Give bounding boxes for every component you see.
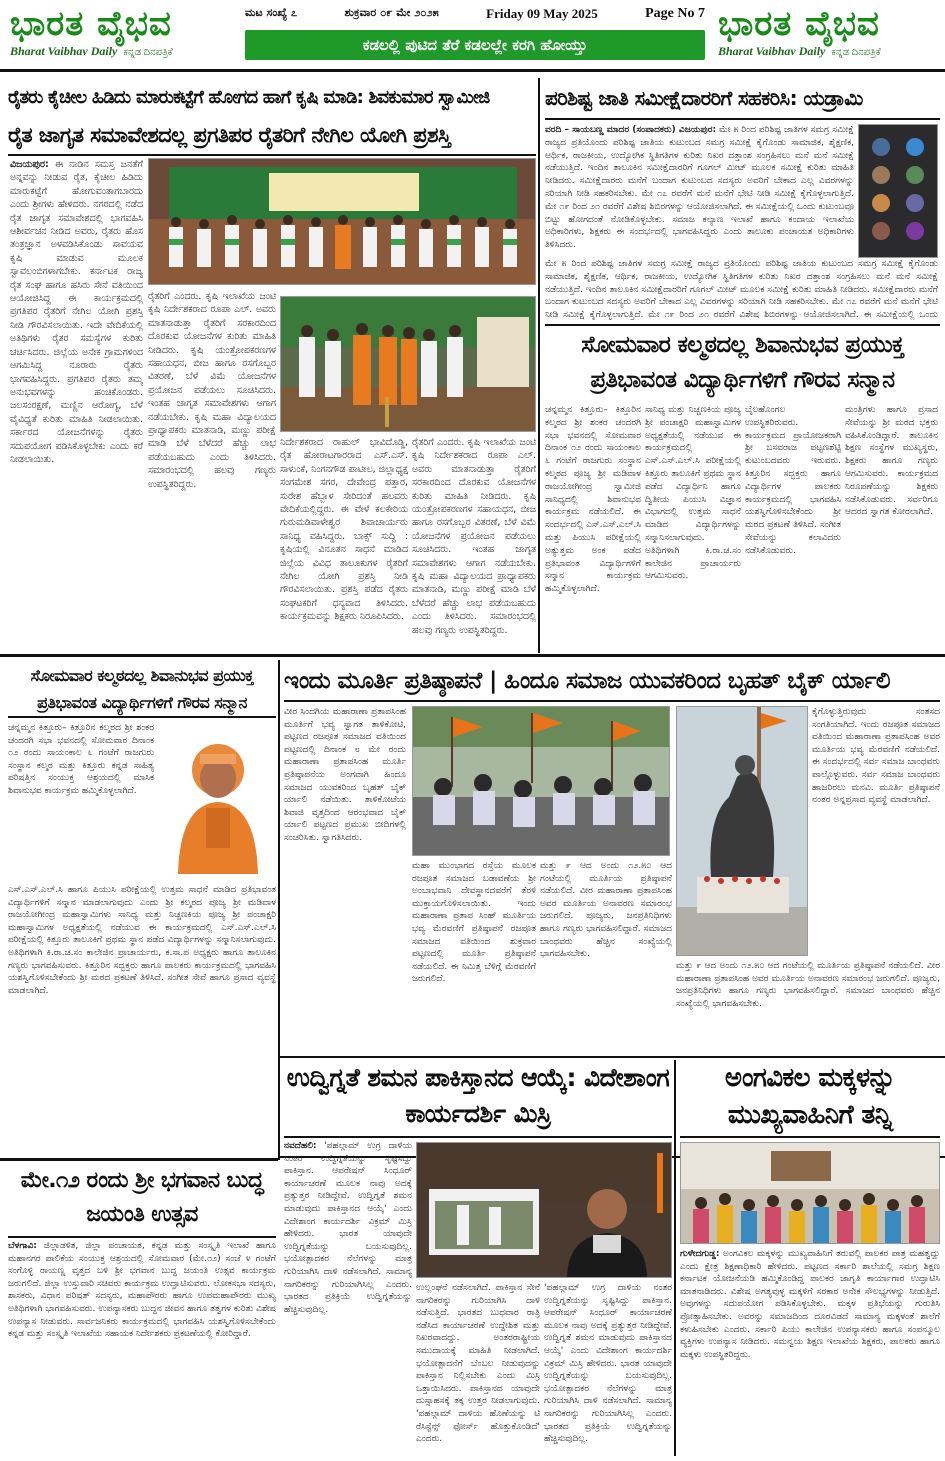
brand-english: Bharat Vaibhav Daily ಕನ್ನಡ ದಿನಪತ್ರಿಕೆ — [10, 44, 173, 58]
video-meeting-screenshot — [858, 124, 938, 258]
somavara-right-col-3: ಬೈಲಹೊಂಗಲ ಉಪಸ್ಥಿತರಿರುವರು. ಕಾರ್ಯಕ್ರಮದ ಪ್ರಾಯೋಜಕರಾಗಿ ಶ್ರೀ ಬಸವರಾಜ ಪಟ್ಟಣಶೆಟ್ಟಿ ಕುಟುಂಬದವರು ಇರುವರು. ಕಿತ್ತೂರಿನ ಸದ್ಭಕ್ತರು ಹಾಗೂ ವಿದ್ಯಾರ್ಥಿಗಳ ಪಾಲಕರು ಕಾರ್ಯಕ್ರಮದಲ್ಲಿ ಭಾಗವಹಿಸಿ ಯಶಸ್ವಿಗೊಳಿಸಬೇಕೆಂದು ಶ್ರೀ ಮಠದ ಪ್ರಕಟಣೆ ತಿಳಿಸಿದೆ. ಸಂಗೀತ ಸೇವೆಯನ್ನು ಕಲಾವಿದರು ನಡೆಸಿಕೊಡುವರು. — [745, 405, 841, 556]
divider — [545, 324, 940, 326]
somavara-right-col-1: ಚನ್ನಮ್ಮನ ಕಿತ್ತೂರು– ಕಿತ್ತೂರಿನ ಕಲ್ಮಠದ ಶ್ರೀ ಶಂಕರ ಚಂದರಗಿ ಸಭಾ ಭವನದಲ್ಲಿ ಸೋಮವಾರ ದಿನಾಂಕ ೧೨ ರಂದು ಸಾಯಂಕಾಲ ೬ ಗಂಟೆಗೆ ರಾಜಗುರು ಸಂಸ್ಥಾನ ಕಲ್ಮಠದ ಪೂಜ್ಯ ಶ್ರೀ ಮಡಿವಾಳ ರಾಜಯೋಗೀಂದ್ರ ಸ್ವಾಮೀಜಿ ಸಾನಿಧ್ಯದಲ್ಲಿ ಶಿವಾನುಭವ ಕಾರ್ಯಕ್ರಮ ನಡೆಯಲಿದೆ. ಈ ಸಂದರ್ಭದಲ್ಲಿ ಎಸ್.ಎಸ್.ಎಲ್.ಸಿ ಮತ್ತು ಪಿಯುಸಿ ಪರೀಕ್ಷೆಯಲ್ಲಿ ಅತ್ಯುತ್ತಮ ಅಂಕ ಪಡೆದ ಪ್ರತಿಭಾವಂತ ವಿದ್ಯಾರ್ಥಿಗಳಿಗೆ ಸನ್ಮಾನ ಕಾರ್ಯಕ್ರಮ ಹಮ್ಮಿಕೊಳ್ಳಲಾಗಿದೆ. — [545, 405, 641, 595]
issue-info-bar — [245, 6, 705, 24]
farmers-col-3a: ನಿರ್ದೇಶಕರಾದ ರಾಹುಲ್ ಭಾವಿದೊಡ್ಡಿ, ರೈತ ಹೋರಾಟಗಾರರಾದ ಎಸ್.ಎಸ್. ಸಾಳುಂಕೆ, ನಿಂಗನಗೌಡ ಪಾಟೀಲ, ಜಿಲ್ಲಾಧ್ಯಕ್ಷ ಸಂಗಮೇಶ ಸಗರ, ದೇವೇಂದ್ರ ಪತ್ತಾರ, ಸುರೇಶ ಹೆಬ್ಬಾಳ ಸೇರಿದಂತೆ ಹಲವರು ವೇದಿಕೆಯಲ್ಲಿದ್ದರು. ಈ ವೇಳೆ ಕಲಕೇರಿಯ ಗುರುಮಡಿವಾಳೇಶ್ವರ ಶಿವಾಚಾರ್ಯರು ಸಾನಿಧ್ಯ ವಹಿಸಿದ್ದರು. ಬಾಕ್ಸ್ ಸುದ್ದಿ : ಕೃಷಿಯಲ್ಲಿ ವಿನೂತನ ಸಾಧನೆ ಮಾಡಿದ ಜಿಲ್ಲೆಯ ವಿವಿಧ ತಾಲೂಕುಗಳ ರೈತರಿಗೆ ನೇಗಿಲ ಯೋಗಿ ಪ್ರಶಸ್ತಿ ನೀಡಿ ಗೌರವಿಸಲಾಯಿತು. ಪ್ರಶಸ್ತಿ ಪಡೆದ ರೈತರು ಸಂಘಟಕರಿಗೆ ಧನ್ಯವಾದ ತಿಳಿಸಿದರು. ಕಾರ್ಯಕ್ರಮವನ್ನು ಶಿಕ್ಷಕರು ನಿರೂಪಿಸಿದರು. — [280, 437, 408, 623]
date-english: Friday 09 May 2025 — [486, 6, 598, 21]
brand-english: Bharat Vaibhav Daily ಕನ್ನಡ ದಿನಪತ್ರಿಕೆ — [718, 44, 881, 58]
divider — [8, 154, 536, 156]
pakistan-headline: ಉದ್ವಿಗ್ನತೆ ಶಮನ ಪಾಕಿಸ್ತಾನದ ಆಯ್ಕೆ: ವಿದೇಶಾಂಗ ಕಾರ್ಯದರ್ಶಿ ಮಿಸ್ರಿ — [286, 1063, 670, 1128]
farmers-headline-1: ರೈತರು ಕೈಚೀಲ ಹಿಡಿದು ಮಾರುಕಟ್ಟೆಗೆ ಹೋಗದ ಹಾಗೆ ಕೃಷಿ ಮಾಡಿ: ಶಿವಕುಮಾರ ಸ್ವಾಮೀಜಿ — [8, 87, 490, 108]
page-number: Page No 7 — [645, 6, 705, 21]
farmers-headline-2: ರೈತ ಜಾಗೃತ ಸಮಾವೇಶದಲ್ಲ ಪ್ರಗತಿಪರ ರೈತರಿಗೆ ನೇಗಿಲ ಯೋಗಿ ಪ್ರಶಸ್ತಿ — [8, 123, 451, 147]
date-kannada: ಶುಕ್ರವಾರ ೦೯ ಮೇ ೨೦೨೫ — [344, 6, 439, 19]
divider — [545, 118, 940, 120]
brand-name: ಭಾರತ ವೈಭವ — [718, 4, 880, 44]
brand-left — [10, 4, 225, 68]
column-divider — [674, 1060, 676, 1456]
disabled-headline: ಅಂಗವಿಕಲ ಮಕ್ಕಳನ್ನು ಮುಖ್ಯವಾಹಿನಿಗೆ ತನ್ನಿ — [724, 1063, 896, 1130]
buddha-body: ಬೆಳಗಾವಿ: ಜಿಲ್ಲಾಡಳಿತ, ಜಿಲ್ಲಾ ಪಂಚಾಯತ, ಕನ್ನಡ ಮತ್ತು ಸಂಸ್ಕೃತಿ ಇಲಾಖೆ ಹಾಗೂ ಮಹಾನಗರ ಪಾಲಿಕೆಯ ಸಂಯುಕ್ತ ಆಶ್ರಯದಲ್ಲಿ ಸೋಮವಾರ (ಮೇ.೧೨) ಸಂಜೆ ೪ ಗಂಟೆಗೆ ಸಂಗೊಳ್ಳಿ ರಾಯಣ್ಣ ವೃತ್ತದ ಬಳಿ ಶ್ರೀ ಭಗವಾನ ಬುದ್ಧ ಜಯಂತಿ ಉತ್ಸವ ಕಾರ್ಯಕ್ರಮ ಜರುಗಲಿದೆ. ಜಿಲ್ಲಾ ಉಸ್ತುವಾರಿ ಸಚಿವರು ಕಾರ್ಯಕ್ರಮ ಉದ್ಘಾಟಿಸುವರು. ಲೋಕಸಭಾ ಸದಸ್ಯರು, ಶಾಸಕರು, ವಿಧಾನ ಪರಿಷತ್ ಸದಸ್ಯರು, ಮಹಾಪೌರರು ಹಾಗೂ ಉಪಮಹಾಪೌರರು ಮುಖ್ಯ ಅತಿಥಿಗಳಾಗಿ ಭಾಗವಹಿಸುವರು. ಉಪನ್ಯಾಸಕರು ಬುದ್ಧನ ಜೀವನ ಹಾಗೂ ತತ್ವಗಳ ಕುರಿತು ವಿಶೇಷ ಉಪನ್ಯಾಸ ನೀಡುವರು. ಸಾರ್ವಜನಿಕರು ಕಾರ್ಯಕ್ರಮದಲ್ಲಿ ಭಾಗವಹಿಸಿ ಯಶಸ್ವಿಗೊಳಿಸಬೇಕೆಂದು ಕನ್ನಡ ಮತ್ತು ಸಂಸ್ಕೃತಿ ಇಲಾಖೆಯ ಸಹಾಯಕ ನಿರ್ದೇಶಕರು ಪ್ರಕಟಣೆಯಲ್ಲಿ ಕೋರಿದ್ದಾರೆ. — [8, 1241, 276, 1340]
census-body-bottom: ಮೇ ೫ ರಿಂದ ಪರಿಶಿಷ್ಟ ಜಾತಿಗಳ ಸಮಗ್ರ ಸಮೀಕ್ಷೆ ರಾಜ್ಯದ ಪ್ರತಿಯೊಂದು ಪರಿಶಿಷ್ಟ ಜಾತಿಯ ಕುಟುಂಬದ ಸಮಗ್ರ ಸಮೀಕ್ಷೆ ಕೈಗೊಂಡು ಸಾಮಾಜಿಕ, ಶೈಕ್ಷಣಿಕ, ಆರ್ಥಿಕ, ರಾಜಕೀಯ, ಉದ್ಯೋಗಿಕ ಸ್ಥಿತಿಗತಿಗಳ ಕುರಿತು ನಿಖರ ದತ್ತಾಂಶ ಸಂಗ್ರಹಿಸಲು ಮನೆ ಮನೆ ಸಮೀಕ್ಷೆ ನಡೆಯುತ್ತಿದೆ. ಇಂದಿನ ತಾಲೂಕಿನ ಸಮೀಕ್ಷೆದಾರರಿಗೆ ಗೂಗಲ್ ಮೀಟ್ ಮೂಲಕ ಸಮೀಕ್ಷೆ ಕುರಿತು ಮಾಹಿತಿ ನೀಡಿದರು. ಸಮೀಕ್ಷೆದಾರರು ಮನೆಗೆ ಬಂದಾಗ ಕುಟುಂಬದ ಸದಸ್ಯರು ಅವರಿಗೆ ಬೇಕಾದ ಎಲ್ಲ ವಿವರಗಳನ್ನು ಸರಿಯಾಗಿ ನೀಡಿ ಸಹಕರಿಸಬೇಕು. ಮೇ ೧೭ ರವರೆಗೆ ಮನೆ ಮನೆಗೆ ಭೇಟಿ ನೀಡಿ ಸಮೀಕ್ಷೆ ಕೈಗೊಳ್ಳಲಾಗುತ್ತಿದೆ. ಮೇ ೧೯ ರಿಂದ ೨೧ ರವರೆಗೆ ವಿಶೇಷ ಶಿಬಿರಗಳನ್ನು ಆಯೋಜಿಸಲಾಗಿದೆ. ಈ ಸಮೀಕ್ಷೆಯಲ್ಲಿ ಒಂದು — [545, 259, 938, 321]
somavara-right-col-2: ಸಾನಿಧ್ಯ ಮತ್ತು ನಿಚ್ಚಣಕಿಯ ಪೂಜ್ಯ ಶ್ರೀ ಪಂಚಾಕ್ಷರಿ ಮಹಾಸ್ವಾಮಿಗಳ ಅಧ್ಯಕ್ಷತೆಯಲ್ಲಿ ನಡೆಯುವ ಈ ಕಾರ್ಯಕ್ರಮದಲ್ಲಿ ಎಸ್.ಎಸ್.ಎಲ್.ಸಿ ಪರೀಕ್ಷೆಯಲ್ಲಿ ಕಿತ್ತೂರು ತಾಲೂಕಿಗೆ ಪ್ರಥಮ ಸ್ಥಾನ ಪಡೆದ ವಿದ್ಯಾರ್ಥಿನಿ ಹಾಗೂ ದ್ವಿತೀಯ ಪಿಯುಸಿ ವಿಜ್ಞಾನ ವಿಭಾಗದಲ್ಲಿ ಉತ್ತಮ ಸಾಧನೆ ಮಾಡಿದ ವಿದ್ಯಾರ್ಥಿಗಳನ್ನು ಸನ್ಮಾನಿಸಲಾಗುವುದು. ಅತಿಥಿಗಳಾಗಿ ಕಿ.ರಾ.ಚ.ಸಂ ಕಾಲೇಜಿನ ಪ್ರಾಚಾರ್ಯರು ಆಗಮಿಸುವರು. — [645, 405, 741, 582]
brand-right — [718, 4, 933, 68]
rally-col-4a: ಕೈಗೊಳ್ಳುತ್ತಿರುವುದು ಸಂತಸದ ಸಂಗತಿಯಾಗಿದೆ. ಇಂದು ರಜಪೂತ ಸಮಾಜದ ವತಿಯಿಂದ ಮಹಾರಾಣಾ ಪ್ರತಾಪಸಿಂಹ ಅವರ ಮೂರ್ತಿಯ ಭವ್ಯ ಮೆರವಣಿಗೆ ನಡೆಯಲಿದೆ. ಈ ಸಂದರ್ಭದಲ್ಲಿ ಸರ್ವ ಸಮಾಜ ಬಾಂಧವರು ಪಾಲ್ಗೊಳ್ಳುವರು. ಸರ್ವ ಸಮಾಜ ಬಾಂಧವರು ಹಾಜರಿರಲು ಮನವಿ. ಮೂರ್ತಿ ಪ್ರತಿಷ್ಠಾಪನೆ ನಂತರ ಅನ್ನಪ್ರಸಾದ ವ್ಯವಸ್ಥೆ ಮಾಡಲಾಗಿದೆ. — [812, 707, 940, 806]
disabled-body: ಗುಳೇದಗುಡ್ಡ: ಅಂಗವಿಕಲ ಮಕ್ಕಳನ್ನು ಮುಖ್ಯವಾಹಿನಿಗೆ ತರುವಲ್ಲಿ ಪಾಲಕರ ಪಾತ್ರ ಮಹತ್ವದ್ದು ಎಂದು ಕ್ಷೇತ್ರ ಶಿಕ್ಷಣಾಧಿಕಾರಿ ಹೇಳಿದರು. ಪಟ್ಟಣದ ಸರ್ಕಾರಿ ಶಾಲೆಯಲ್ಲಿ ಸಮಗ್ರ ಶಿಕ್ಷಣ ಕರ್ನಾಟಕ ಯೋಜನೆಯಡಿ ಹಮ್ಮಿಕೊಂಡಿದ್ದ ಪಾಲಕರ ಜಾಗೃತಿ ಕಾರ್ಯಾಗಾರ ಉದ್ಘಾಟಿಸಿ ಮಾತನಾಡಿದರು. ವಿಶೇಷ ಅಗತ್ಯವುಳ್ಳ ಮಕ್ಕಳಿಗೆ ಸರಕಾರ ಅನೇಕ ಸೌಲಭ್ಯಗಳನ್ನು ನೀಡುತ್ತಿದೆ. ಅವುಗಳನ್ನು ಸದುಪಯೋಗ ಪಡಿಸಿಕೊಳ್ಳಬೇಕು. ಮಕ್ಕಳ ಪ್ರತಿಭೆಯನ್ನು ಗುರುತಿಸಿ ಪ್ರೋತ್ಸಾಹಿಸಬೇಕು. ಅವರನ್ನು ಸಮಾಜದಿಂದ ದೂರವಿಡದೆ ಸಾಮಾನ್ಯ ಮಕ್ಕಳಂತೆ ಶಾಲೆಗೆ ಕಳುಹಿಸಬೇಕು ಎಂದರು. ಸರ್ಕಾರಿ ಪಿಯು ಕಾಲೇಜಿನ ಉಪನ್ಯಾಸಕರು ಹಾಗೂ ಸಂಪನ್ಮೂಲ ವ್ಯಕ್ತಿಗಳು ಉಪನ್ಯಾಸ ನೀಡಿದರು. ಸಮನ್ವಯ ಶಿಕ್ಷಣ ಇಲಾಖೆಯ ಶಿಕ್ಷಕರು, ಪಾಲಕರು ಹಾಗೂ ಮಕ್ಕಳು ಉಪಸ್ಥಿತರಿದ್ದರು. — [680, 1249, 940, 1360]
somavara-left-body-2: ಎಸ್.ಎಸ್.ಎಲ್.ಸಿ ಹಾಗೂ ಪಿಯುಸಿ ಪರೀಕ್ಷೆಯಲ್ಲಿ ಉತ್ತಮ ಸಾಧನೆ ಮಾಡಿದ ಪ್ರತಿಭಾವಂತ ವಿದ್ಯಾರ್ಥಿಗಳಿಗೆ ಸನ್ಮಾನ ಮಾಡಲಾಗುವುದು ಎಂದು ಶ್ರೀ ಕಲ್ಮಠದ ಪೂಜ್ಯ ಶ್ರೀ ಮಡಿವಾಳ ರಾಜಯೋಗೀಂದ್ರ ಮಹಾಸ್ವಾಮಿಗಳು ಸಾನಿಧ್ಯ ಮತ್ತು ನಿಚ್ಚಣಕಿಯ ಪೂಜ್ಯ ಶ್ರೀ ಪಂಚಾಕ್ಷರಿ ಮಹಾಸ್ವಾಮಿಗಳ ಅಧ್ಯಕ್ಷತೆಯಲ್ಲಿ ನಡೆಯುವ ಈ ಕಾರ್ಯಕ್ರಮದಲ್ಲಿ ಎಸ್.ಎಸ್.ಎಲ್.ಸಿ ಪರೀಕ್ಷೆಯಲ್ಲಿ ಕಿತ್ತೂರು ತಾಲೂಕಿಗೆ ಪ್ರಥಮ ಸ್ಥಾನ ಪಡೆದ ವಿದ್ಯಾರ್ಥಿಗಳನ್ನು ಸನ್ಮಾನಿಸಲಾಗುವುದು. ಅತಿಥಿಗಳಾಗಿ ಕಿ.ರಾ.ಚ.ಸಂ ಕಾಲೇಜಿನ ಪ್ರಾಚಾರ್ಯರು, ಕ.ಸಾ.ಪ ಅಧ್ಯಕ್ಷರು ಹಾಗೂ ತಾಲೂಕಿನ ಗಣ್ಯರು ಭಾಗವಹಿಸುವರು. ಕಿತ್ತೂರಿನ ಸದ್ಭಕ್ತರು ಹಾಗೂ ಪಾಲಕರು ಕಾರ್ಯಕ್ರಮದಲ್ಲಿ ಭಾಗವಹಿಸಿ ಯಶಸ್ವಿಗೊಳಿಸಬೇಕೆಂದು ಶ್ರೀ ಮಠದ ಪ್ರಕಟಣೆ ತಿಳಿಸಿದೆ. ಸಂಗೀತ ಸೇವೆ ಹಾಗೂ ಪ್ರಸಾದ ವ್ಯವಸ್ಥೆ ಮಾಡಲಾಗಿದೆ. — [8, 885, 276, 996]
somavara-left-body-1: ಚನ್ನಮ್ಮನ ಕಿತ್ತೂರು– ಕಿತ್ತೂರಿನ ಕಲ್ಮಠದ ಶ್ರೀ ಶಂಕರ ಚಂದರಗಿ ಸಭಾ ಭವನದಲ್ಲಿ ಸೋಮವಾರ ದಿನಾಂಕ ೧೨ ರಂದು ಸಾಯಂಕಾಲ ೬ ಗಂಟೆಗೆ ರಾಜಗುರು ಸಂಸ್ಥಾನ ಕಲ್ಮಠ ಮತ್ತು ಕಿತ್ತೂರು ಕನ್ನಡ ಸಾಹಿತ್ಯ ಪರಿಷತ್ತಿನ ಸಂಯುಕ್ತ ಆಶ್ರಯದಲ್ಲಿ ಮಾಸಿಕ ಶಿವಾನುಭವ ಕಾರ್ಯಕ್ರಮ ಹಮ್ಮಿಕೊಳ್ಳಲಾಗಿದೆ. — [8, 723, 154, 796]
masthead — [0, 0, 945, 72]
census-headline: ಪರಿಶಿಷ್ಟ ಜಾತಿ ಸಮೀಕ್ಷೆದಾರರಿಗೆ ಸಹಕರಿಸಿ: ಯಡ್ರಾಮಿ — [545, 86, 863, 110]
rally-col-1: ವೀರ ಸಿಂದಗಿಯ ಮಹಾರಾಣಾ ಪ್ರತಾಪಸಿಂಹ ಮೂರ್ತಿಗೆ ಭವ್ಯ ಸ್ವಾಗತ ತಾಳಿಕೋಟಿ, ಪಟ್ಟಣದ ರಜಪೂತ ಸಮಾಜದ ವತಿಯಿಂದ ಪಟ್ಟಣದಲ್ಲಿ ದಿನಾಂಕ ೮ ಮೇ ರಂದು ಮಹಾರಾಣಾ ಪ್ರತಾಪಸಿಂಹ ಮೂರ್ತಿ ಪ್ರತಿಷ್ಠಾಪನೆಯ ಅಂಗವಾಗಿ ಹಿಂದೂ ಸಮಾಜದ ಯುವಕರಿಂದ ಬೃಹತ್ ಬೈಕ್ ರ್ಯಾಲಿ ನಡೆಯಿತು. ತಾಳಿಕೋಟೆಯ ಶಿವಾಜಿ ವೃತ್ತದಿಂದ ಆರಂಭವಾದ ಬೈಕ್ ರ್ಯಾಲಿ ಪಟ್ಟಣದ ಪ್ರಮುಖ ಬೀದಿಗಳಲ್ಲಿ ಸಂಚರಿಸಿತು. ಸ್ವಾಗತಿಸಿದರು. — [284, 707, 406, 843]
pakistan-col-1: ನವದೆಹಲಿ: 'ಪಹಲ್ಗಾಮ್ ಉಗ್ರ ದಾಳಿಯ ನಂತರ ಉದ್ವಿಗ್ನತೆಯನ್ನು ಸೃಷ್ಟಿಸಿದ್ದು ಪಾಕಿಸ್ತಾನ. ಆಪರೇಷನ್ ಸಿಂಧೂರ್ ಕಾರ್ಯಾಚರಣೆ ಮೂಲಕ ನಾವು ಅದಕ್ಕೆ ಪ್ರತ್ಯುತ್ತರ ನೀಡಿದ್ದೇವೆ. ಉದ್ವಿಗ್ನತೆ ಶಮನ ಮಾಡುವುದು ಪಾಕಿಸ್ತಾನದ ಆಯ್ಕೆ' ಎಂದು ವಿದೇಶಾಂಗ ಕಾರ್ಯದರ್ಶಿ ವಿಕ್ರಮ್ ಮಿಸ್ರಿ ಹೇಳಿದರು. ಭಾರತ ಯಾವುದೇ ಉದ್ವಿಗ್ನತೆಯನ್ನು ಬಯಸುವುದಿಲ್ಲ. ಭಯೋತ್ಪಾದಕರ ನೆಲೆಗಳನ್ನು ಮಾತ್ರ ಗುರಿಯಾಗಿಸಿ ದಾಳಿ ನಡೆಸಲಾಗಿದೆ. ಸಾಮಾನ್ಯ ನಾಗರಿಕರನ್ನು ಗುರಿಯಾಗಿಸಿಲ್ಲ ಎಂದರು. ಭಾರತದ ಪ್ರತಿಕ್ರಿಯೆ ಉದ್ವಿಗ್ನತೆಯನ್ನು ಹೆಚ್ಚಿಸುವುದಿಲ್ಲ. — [284, 1141, 412, 1315]
rally-headline: ಇಂದು ಮೂರ್ತಿ ಪ್ರತಿಷ್ಠಾಪನೆ | ಹಿಂದೂ ಸಮಾಜ ಯುವಕರಿಂದ ಬೃಹತ್ ಬೈಕ್ ರ್ಯಾಲಿ — [284, 668, 890, 694]
somavara-left-headline: ಸೋಮವಾರ ಕಲ್ಮಠದಲ್ಲ ಶಿವಾನುಭವ ಪ್ರಯುಕ್ತ ಪ್ರತಿಭಾವಂತ ವಿದ್ಯಾರ್ಥಿಗಳಿಗೆ ಗೌರವ ಸನ್ಮಾನ — [8, 662, 276, 718]
pakistan-col-3: 'ಪಹಲ್ಗಾಮ್ ಉಗ್ರ ದಾಳಿಯ ನಂತರ ಉದ್ವಿಗ್ನತೆಯನ್ನು ಸೃಷ್ಟಿಸಿದ್ದು ಪಾಕಿಸ್ತಾನ. ಆಪರೇಷನ್ ಸಿಂಧೂರ್ ಕಾರ್ಯಾಚರಣೆ ಮೂಲಕ ನಾವು ಅದಕ್ಕೆ ಪ್ರತ್ಯುತ್ತರ ನೀಡಿದ್ದೇವೆ. ಉದ್ವಿಗ್ನತೆ ಶಮನ ಮಾಡುವುದು ಪಾಕಿಸ್ತಾನದ ಆಯ್ಕೆ' ಎಂದು ವಿದೇಶಾಂಗ ಕಾರ್ಯದರ್ಶಿ ವಿಕ್ರಮ್ ಮಿಸ್ರಿ ಹೇಳಿದರು. ಭಾರತ ಯಾವುದೇ ಉದ್ವಿಗ್ನತೆಯನ್ನು ಬಯಸುವುದಿಲ್ಲ. ಭಯೋತ್ಪಾದಕರ ನೆಲೆಗಳನ್ನು ಮಾತ್ರ ಗುರಿಯಾಗಿಸಿ ದಾಳಿ ನಡೆಸಲಾಗಿದೆ. ಸಾಮಾನ್ಯ ನಾಗರಿಕರನ್ನು ಗುರಿಯಾಗಿಸಿಲ್ಲ ಎಂದರು. ಭಾರತದ ಪ್ರತಿಕ್ರಿಯೆ ಉದ್ವಿಗ್ನತೆಯನ್ನು ಹೆಚ್ಚಿಸುವುದಿಲ್ಲ. — [544, 1283, 672, 1445]
rally-col-3: ಮತ್ತು ೯ ಆದ ಅಂದು ೧೨.೫೦ ಆದ ಗಂಟೆಯಲ್ಲಿ ಮೂರ್ತಿಯ ಪ್ರತಿಷ್ಠಾಪನೆ ನಡೆಯಲಿದೆ. ವೀರ ಮಹಾರಾಣಾ ಪ್ರತಾಪಸಿಂಹ ಅವರ ಮೂರ್ತಿಯ ಅನಾವರಣ ಸಮಾರಂಭ ಜರುಗಲಿದೆ. ಪೂಜ್ಯರು, ಜನಪ್ರತಿನಿಧಿಗಳು ಹಾಗೂ ಗಣ್ಯರು ಭಾಗವಹಿಸಲಿದ್ದಾರೆ. ಸಮಾಜದ ಬಾಂಧವರು ಹೆಚ್ಚಿನ ಸಂಖ್ಯೆಯಲ್ಲಿ ಭಾಗವಹಿಸಬೇಕು. — [540, 861, 672, 960]
somavara-right-headline: ಸೋಮವಾರ ಕಲ್ಮಠದಲ್ಲ ಶಿವಾನುಭವ ಪ್ರಯುಕ್ತ ಪ್ರತಿಭಾವಂತ ವಿದ್ಯಾರ್ಥಿಗಳಿಗೆ ಗೌರವ ಸನ್ಮಾನ — [581, 332, 904, 393]
divider — [284, 1136, 672, 1138]
section-divider — [280, 1056, 945, 1058]
section-divider — [0, 654, 945, 657]
statue-photo — [676, 706, 808, 956]
bike-rally-photo — [412, 706, 670, 856]
column-divider — [278, 660, 280, 1160]
tagline-banner: ಕಡಲಲ್ಲಿ ಪುಟಿದ ತೆರೆ ಕಡಲಲ್ಲೇ ಕರಗಿ ಹೋಯ್ತು — [245, 30, 705, 60]
lamp-lighting-photo — [280, 296, 536, 432]
divider — [284, 700, 940, 702]
farmers-award-photo — [148, 158, 536, 285]
buddha-headline: ಮೇ.೧೨ ರಂದು ಶ್ರೀ ಭಗವಾನ ಬುದ್ಧ ಜಯಂತಿ ಉತ್ಸವ — [20, 1168, 264, 1227]
swamiji-portrait — [160, 724, 276, 874]
rally-col-4b: ಮತ್ತು ೯ ಆದ ಅಂದು ೧೨.೫೦ ಆದ ಗಂಟೆಯಲ್ಲಿ ಮೂರ್ತಿಯ ಪ್ರತಿಷ್ಠಾಪನೆ ನಡೆಯಲಿದೆ. ವೀರ ಮಹಾರಾಣಾ ಪ್ರತಾಪಸಿಂಹ ಅವರ ಮೂರ್ತಿಯ ಅನಾವರಣ ಸಮಾರಂಭ ಜರುಗಲಿದೆ. ಪೂಜ್ಯರು, ಜನಪ್ರತಿನಿಧಿಗಳು ಹಾಗೂ ಗಣ್ಯರು ಭಾಗವಹಿಸಲಿದ್ದಾರೆ. ಸಮಾಜದ ಬಾಂಧವರು ಹೆಚ್ಚಿನ ಸಂಖ್ಯೆಯಲ್ಲಿ ಭಾಗವಹಿಸಬೇಕು. — [676, 961, 940, 1009]
classroom-photo — [680, 1142, 940, 1244]
divider — [680, 1136, 940, 1138]
press-briefing-photo — [416, 1142, 672, 1278]
brand-name: ಭಾರತ ವೈಭವ — [10, 4, 172, 44]
census-body-top: ವರದಿ – ಸಾಯಬಣ್ಣ ಮಾದರ (ಸಂಪಾದಕರು) ವಿಜಯಪುರ: ಮೇ ೫ ರಿಂದ ಪರಿಶಿಷ್ಟ ಜಾತಿಗಳ ಸಮಗ್ರ ಸಮೀಕ್ಷೆ ರಾಜ್ಯದ ಪ್ರತಿಯೊಂದು ಪರಿಶಿಷ್ಟ ಜಾತಿಯ ಕುಟುಂಬದ ಸಮಗ್ರ ಸಮೀಕ್ಷೆ ಕೈಗೊಂಡು ಸಾಮಾಜಿಕ, ಶೈಕ್ಷಣಿಕ, ಆರ್ಥಿಕ, ರಾಜಕೀಯ, ಉದ್ಯೋಗಿಕ ಸ್ಥಿತಿಗತಿಗಳ ಕುರಿತು ನಿಖರ ದತ್ತಾಂಶ ಸಂಗ್ರಹಿಸಲು ಮನೆ ಮನೆ ಸಮೀಕ್ಷೆ ನಡೆಯುತ್ತಿದೆ. ಇಂದಿನ ತಾಲೂಕಿನ ಸಮೀಕ್ಷೆದಾರರಿಗೆ ಗೂಗಲ್ ಮೀಟ್ ಮೂಲಕ ಸಮೀಕ್ಷೆ ಕುರಿತು ಮಾಹಿತಿ ನೀಡಿದರು. ಸಮೀಕ್ಷೆದಾರರು ಮನೆಗೆ ಬಂದಾಗ ಕುಟುಂಬದ ಸದಸ್ಯರು ಅವರಿಗೆ ಬೇಕಾದ ಎಲ್ಲ ವಿವರಗಳನ್ನು ಸರಿಯಾಗಿ ನೀಡಿ ಸಹಕರಿಸಬೇಕು. ಮೇ ೧೭ ರವರೆಗೆ ಮನೆ ಮನೆಗೆ ಭೇಟಿ ನೀಡಿ ಸಮೀಕ್ಷೆ ಕೈಗೊಳ್ಳಲಾಗುತ್ತಿದೆ. ಮೇ ೧೯ ರಿಂದ ೨೧ ರವರೆಗೆ ವಿಶೇಷ ಶಿಬಿರಗಳನ್ನು ಆಯೋಜಿಸಲಾಗಿದೆ. ಈ ಸಮೀಕ್ಷೆಯಲ್ಲಿ ಒಂದು ಕುಟುಂಬವೂ ಬಿಟ್ಟು ಹೋಗದಂತೆ ನೋಡಿಕೊಳ್ಳಬೇಕು. ಸಮಾಜ ಕಲ್ಯಾಣ ಇಲಾಖೆ ಹಾಗೂ ಕಂದಾಯ ಇಲಾಖೆಯ ಅಧಿಕಾರಿಗಳು, ಶಿಕ್ಷಕರು ಈ ಸಂದರ್ಭದಲ್ಲಿ ಭಾಗವಹಿಸಿದ್ದರು ಎಂದು ತಾಲೂಕು ಪಂಚಾಯತ ಅಧಿಕಾರಿಗಳು ತಿಳಿಸಿದರು. — [545, 125, 854, 251]
farmers-col-1: ವಿಜಯಪುರ: ಈ ನಾಡಿನ ಸಮಸ್ತ ಜನತೆಗೆ ಅನ್ನವನ್ನು ನೀಡುವ ರೈತ, ಕೈಚೀಲ ಹಿಡಿದು ಮಾರುಕಟ್ಟೆಗೆ ಹೋಗುವಂತಾಗಬಾರದು ಎಂದು ಶ್ರೀಗಳು ಹೇಳಿದರು. ನಗರದಲ್ಲಿ ನಡೆದ ರೈತ ಜಾಗೃತ ಸಮಾವೇಶದಲ್ಲಿ ಭಾಗವಹಿಸಿ ಆಶೀರ್ವಚನ ನೀಡಿದ ಅವರು, ರೈತರು ಹೊಸ ತಂತ್ರಜ್ಞಾನ ಅಳವಡಿಸಿಕೊಂಡು ಸಾವಯವ ಕೃಷಿ ಮಾಡುವ ಮೂಲಕ ಸ್ವಾವಲಂಬಿಗಳಾಗಬೇಕು. ಕರ್ನಾಟಕ ರಾಜ್ಯ ರೈತ ಸಂಘ ಹಾಗೂ ಹಸಿರು ಸೇನೆ ವತಿಯಿಂದ ಆಯೋಜಿಸಿದ್ದ ಈ ಕಾರ್ಯಕ್ರಮದಲ್ಲಿ ಪ್ರಗತಿಪರ ರೈತರಿಗೆ ನೇಗಿಲ ಯೋಗಿ ಪ್ರಶಸ್ತಿ ನೀಡಿ ಗೌರವಿಸಲಾಯಿತು. ಇದೇ ವೇದಿಕೆಯಲ್ಲಿ ಅತಿಥಿಗಳು ರೈತರ ಸಮಸ್ಯೆಗಳ ಕುರಿತು ಚರ್ಚಿಸಿದರು. ಜಿಲ್ಲೆಯ ಅನೇಕ ಗ್ರಾಮಗಳಿಂದ ಆಗಮಿಸಿದ್ದ ನೂರಾರು ರೈತರು ಭಾಗವಹಿಸಿದ್ದರು. ಪ್ರಗತಿಪರ ರೈತರು ತಮ್ಮ ಅನುಭವಗಳನ್ನು ಹಂಚಿಕೊಂಡರು. ಜಲಸಂರಕ್ಷಣೆ, ಮಣ್ಣಿನ ಆರೋಗ್ಯ, ಬೆಳೆ ವೈವಿಧ್ಯತೆ ಕುರಿತು ಮಾಹಿತಿ ನೀಡಲಾಯಿತು. ಸರ್ಕಾರದ ಯೋಜನೆಗಳನ್ನು ರೈತರು ಸದುಪಯೋಗ ಪಡಿಸಿಕೊಳ್ಳಬೇಕು ಎಂದು ಕರೆ ನೀಡಲಾಯಿತು. — [10, 159, 143, 465]
pakistan-col-2: ಉಲ್ಲಂಘನೆ ನಡೆಸಲಾಗಿದೆ. ಪಾಕಿಸ್ತಾನ ಸೇನೆ ನಾಗರಿಕರನ್ನು ಗುರಿಯಾಗಿಸಿ ದಾಳಿ ನಡೆಸುತ್ತಿದೆ. ಭಾರತದ ಬುಧವಾರ ರಾತ್ರಿ ನಡೆಸಿದ ಕಾರ್ಯಾಚರಣೆ ಉದ್ದೇಶಿತ ಮತ್ತು ನಿಖರವಾದದ್ದು. ಅಂತರರಾಷ್ಟ್ರೀಯ ಸಮುದಾಯಕ್ಕೆ ಮಾಹಿತಿ ನೀಡಲಾಗಿದೆ. ಭಯೋತ್ಪಾದನೆಗೆ ಬೆಂಬಲ ನೀಡುವುದನ್ನು ಪಾಕಿಸ್ತಾನ ನಿಲ್ಲಿಸಬೇಕು ಎಂದು ಮಿಸ್ರಿ ಒತ್ತಾಯಿಸಿದರು. ಪಾಕಿಸ್ತಾನದ ಯಾವುದೇ ದುಸ್ಸಾಹಸಕ್ಕೆ ತಕ್ಕ ಉತ್ತರ ನೀಡಲಾಗುವುದು. 'ಪಹಲ್ಗಾಮ್ ದಾಳಿಯ ಹೊಣೆಯನ್ನು ಟಿ ರೆಸಿಸ್ಟೆನ್ಸ್ ಫೋರ್ಸ್ ಹೊತ್ತುಕೊಂಡಿದೆ' ಎಂದರು. — [416, 1283, 540, 1445]
volume-number: ಮಟ ಸಂಖ್ಯೆ ೭ — [245, 6, 298, 19]
column-divider — [538, 78, 540, 653]
divider — [8, 1236, 276, 1238]
farmers-col-2: ರೈತರಿಗೆ ಎಂದರು. ಕೃಷಿ ಇಲಾಖೆಯ ಜಂಟಿ ಕೃಷಿ ನಿರ್ದೇಶಕರಾದ ರೂಪಾ ಎಲ್. ಅವರು ಮಾತನಾಡುತ್ತಾ ರೈತರಿಗೆ ಸರಕಾರದಿಂದ ದೊರಕುವ ಯೋಜನೆಗಳ ಕುರಿತು ಮಾಹಿತಿ ನೀಡಿದರು. ಕೃಷಿ ಯಂತ್ರೋಪಕರಣಗಳ ಸಹಾಯಧನ, ಬೀಜ ಹಾಗೂ ರಸಗೊಬ್ಬರ ವಿತರಣೆ, ಬೆಳೆ ವಿಮೆ ಯೋಜನೆಗಳ ಪ್ರಯೋಜನ ಪಡೆಯಲು ಸೂಚಿಸಿದರು. ಇಂತಹ ಜಾಗೃತ ಸಮಾವೇಶಗಳು ಆಗಾಗ ನಡೆಯಬೇಕು. ಕೃಷಿ ಮಹಾ ವಿದ್ಯಾಲಯದ ಪ್ರಾಧ್ಯಾಪಕರು ಮಾತನಾಡಿ, ಮಣ್ಣು ಪರೀಕ್ಷೆ ಮಾಡಿ ಬೆಳೆ ಬೆಳೆದರೆ ಹೆಚ್ಚು ಲಾಭ ಪಡೆಯಬಹುದು ಎಂದು ತಿಳಿಸಿದರು. ಸಮಾರಂಭದಲ್ಲಿ ಹಲವು ಗಣ್ಯರು ಉಪಸ್ಥಿತರಿದ್ದರು. — [148, 291, 276, 490]
farmers-col-3b: ರೈತರಿಗೆ ಎಂದರು. ಕೃಷಿ ಇಲಾಖೆಯ ಜಂಟಿ ಕೃಷಿ ನಿರ್ದೇಶಕರಾದ ರೂಪಾ ಎಲ್. ಅವರು ಮಾತನಾಡುತ್ತಾ ರೈತರಿಗೆ ಸರಕಾರದಿಂದ ದೊರಕುವ ಯೋಜನೆಗಳ ಕುರಿತು ಮಾಹಿತಿ ನೀಡಿದರು. ಕೃಷಿ ಯಂತ್ರೋಪಕರಣಗಳ ಸಹಾಯಧನ, ಬೀಜ ಹಾಗೂ ರಸಗೊಬ್ಬರ ವಿತರಣೆ, ಬೆಳೆ ವಿಮೆ ಯೋಜನೆಗಳ ಪ್ರಯೋಜನ ಪಡೆಯಲು ಸೂಚಿಸಿದರು. ಇಂತಹ ಜಾಗೃತ ಸಮಾವೇಶಗಳು ಆಗಾಗ ನಡೆಯಬೇಕು. ಕೃಷಿ ಮಹಾ ವಿದ್ಯಾಲಯದ ಪ್ರಾಧ್ಯಾಪಕರು ಮಾತನಾಡಿ, ಮಣ್ಣು ಪರೀಕ್ಷೆ ಮಾಡಿ ಬೆಳೆ ಬೆಳೆದರೆ ಹೆಚ್ಚು ಲಾಭ ಪಡೆಯಬಹುದು ಎಂದು ತಿಳಿಸಿದರು. ಸಮಾರಂಭದಲ್ಲಿ ಹಲವು ಗಣ್ಯರು ಉಪಸ್ಥಿತರಿದ್ದರು. — [412, 437, 536, 636]
section-divider — [0, 1158, 278, 1161]
somavara-right-col-4: ಮಂತ್ರಿಗಳು ಹಾಗೂ ಪ್ರಸಾದ ಸೇವೆಯನ್ನು ಶ್ರೀ ಮಠದ ಭಕ್ತರು ವಹಿಸಿಕೊಂಡಿದ್ದಾರೆ. ತಾಲೂಕಿನ ಶಿಕ್ಷಣ ಸಂಸ್ಥೆಗಳ ಮುಖ್ಯಸ್ಥರು, ಶಿಕ್ಷಕರು ಹಾಗೂ ಗಣ್ಯರು ಆಗಮಿಸುವರು. ಕಾರ್ಯಕ್ರಮದ ನಿರೂಪಣೆಯನ್ನು ಶಿಕ್ಷಕರು ನಡೆಸಿಕೊಡುವರು. ಸರ್ವರಿಗೂ ಆದರದ ಸ್ವಾಗತ ಕೋರಲಾಗಿದೆ. — [845, 405, 938, 518]
rally-col-2: ಮಹಾ ಮುಂಭಾಗದ ರಸ್ತೆಯ ಮೂಲಕ ರಜಪೂತ ಸಮಾಜದ ಬಡಾವಣೆಯ ಶ್ರೀ ಅಂಬಾಭವಾನಿ ದೇವಸ್ಥಾನದವರೆಗೆ ತೆರಳಿ ಮುಕ್ತಾಯಗೊಳಿಸಲಾಯಿತು. ಇಂದು ಮಹಾರಾಣಾ ಪ್ರತಾಪ ಸಿಂಹ್ ಮೂರ್ತಿಯ ಭವ್ಯ ಮೆರವಣಿಗೆ ಪ್ರತಿಷ್ಠಾಪನೆ ರಜಪೂತ ಸಮಾಜದ ವತಿಯಿಂದ ಶುಕ್ರವಾರ ಪಟ್ಟಣದಲ್ಲಿ ಮೂರ್ತಿ ಪ್ರತಿಷ್ಠಾಪನೆ ನಡೆಯಲಿದೆ. ಈ ನಿಮಿತ್ತ ಬೆಳಿಗ್ಗೆ ಮೆರವಣಿಗೆ ಜರುಗಲಿದೆ. — [412, 861, 536, 985]
